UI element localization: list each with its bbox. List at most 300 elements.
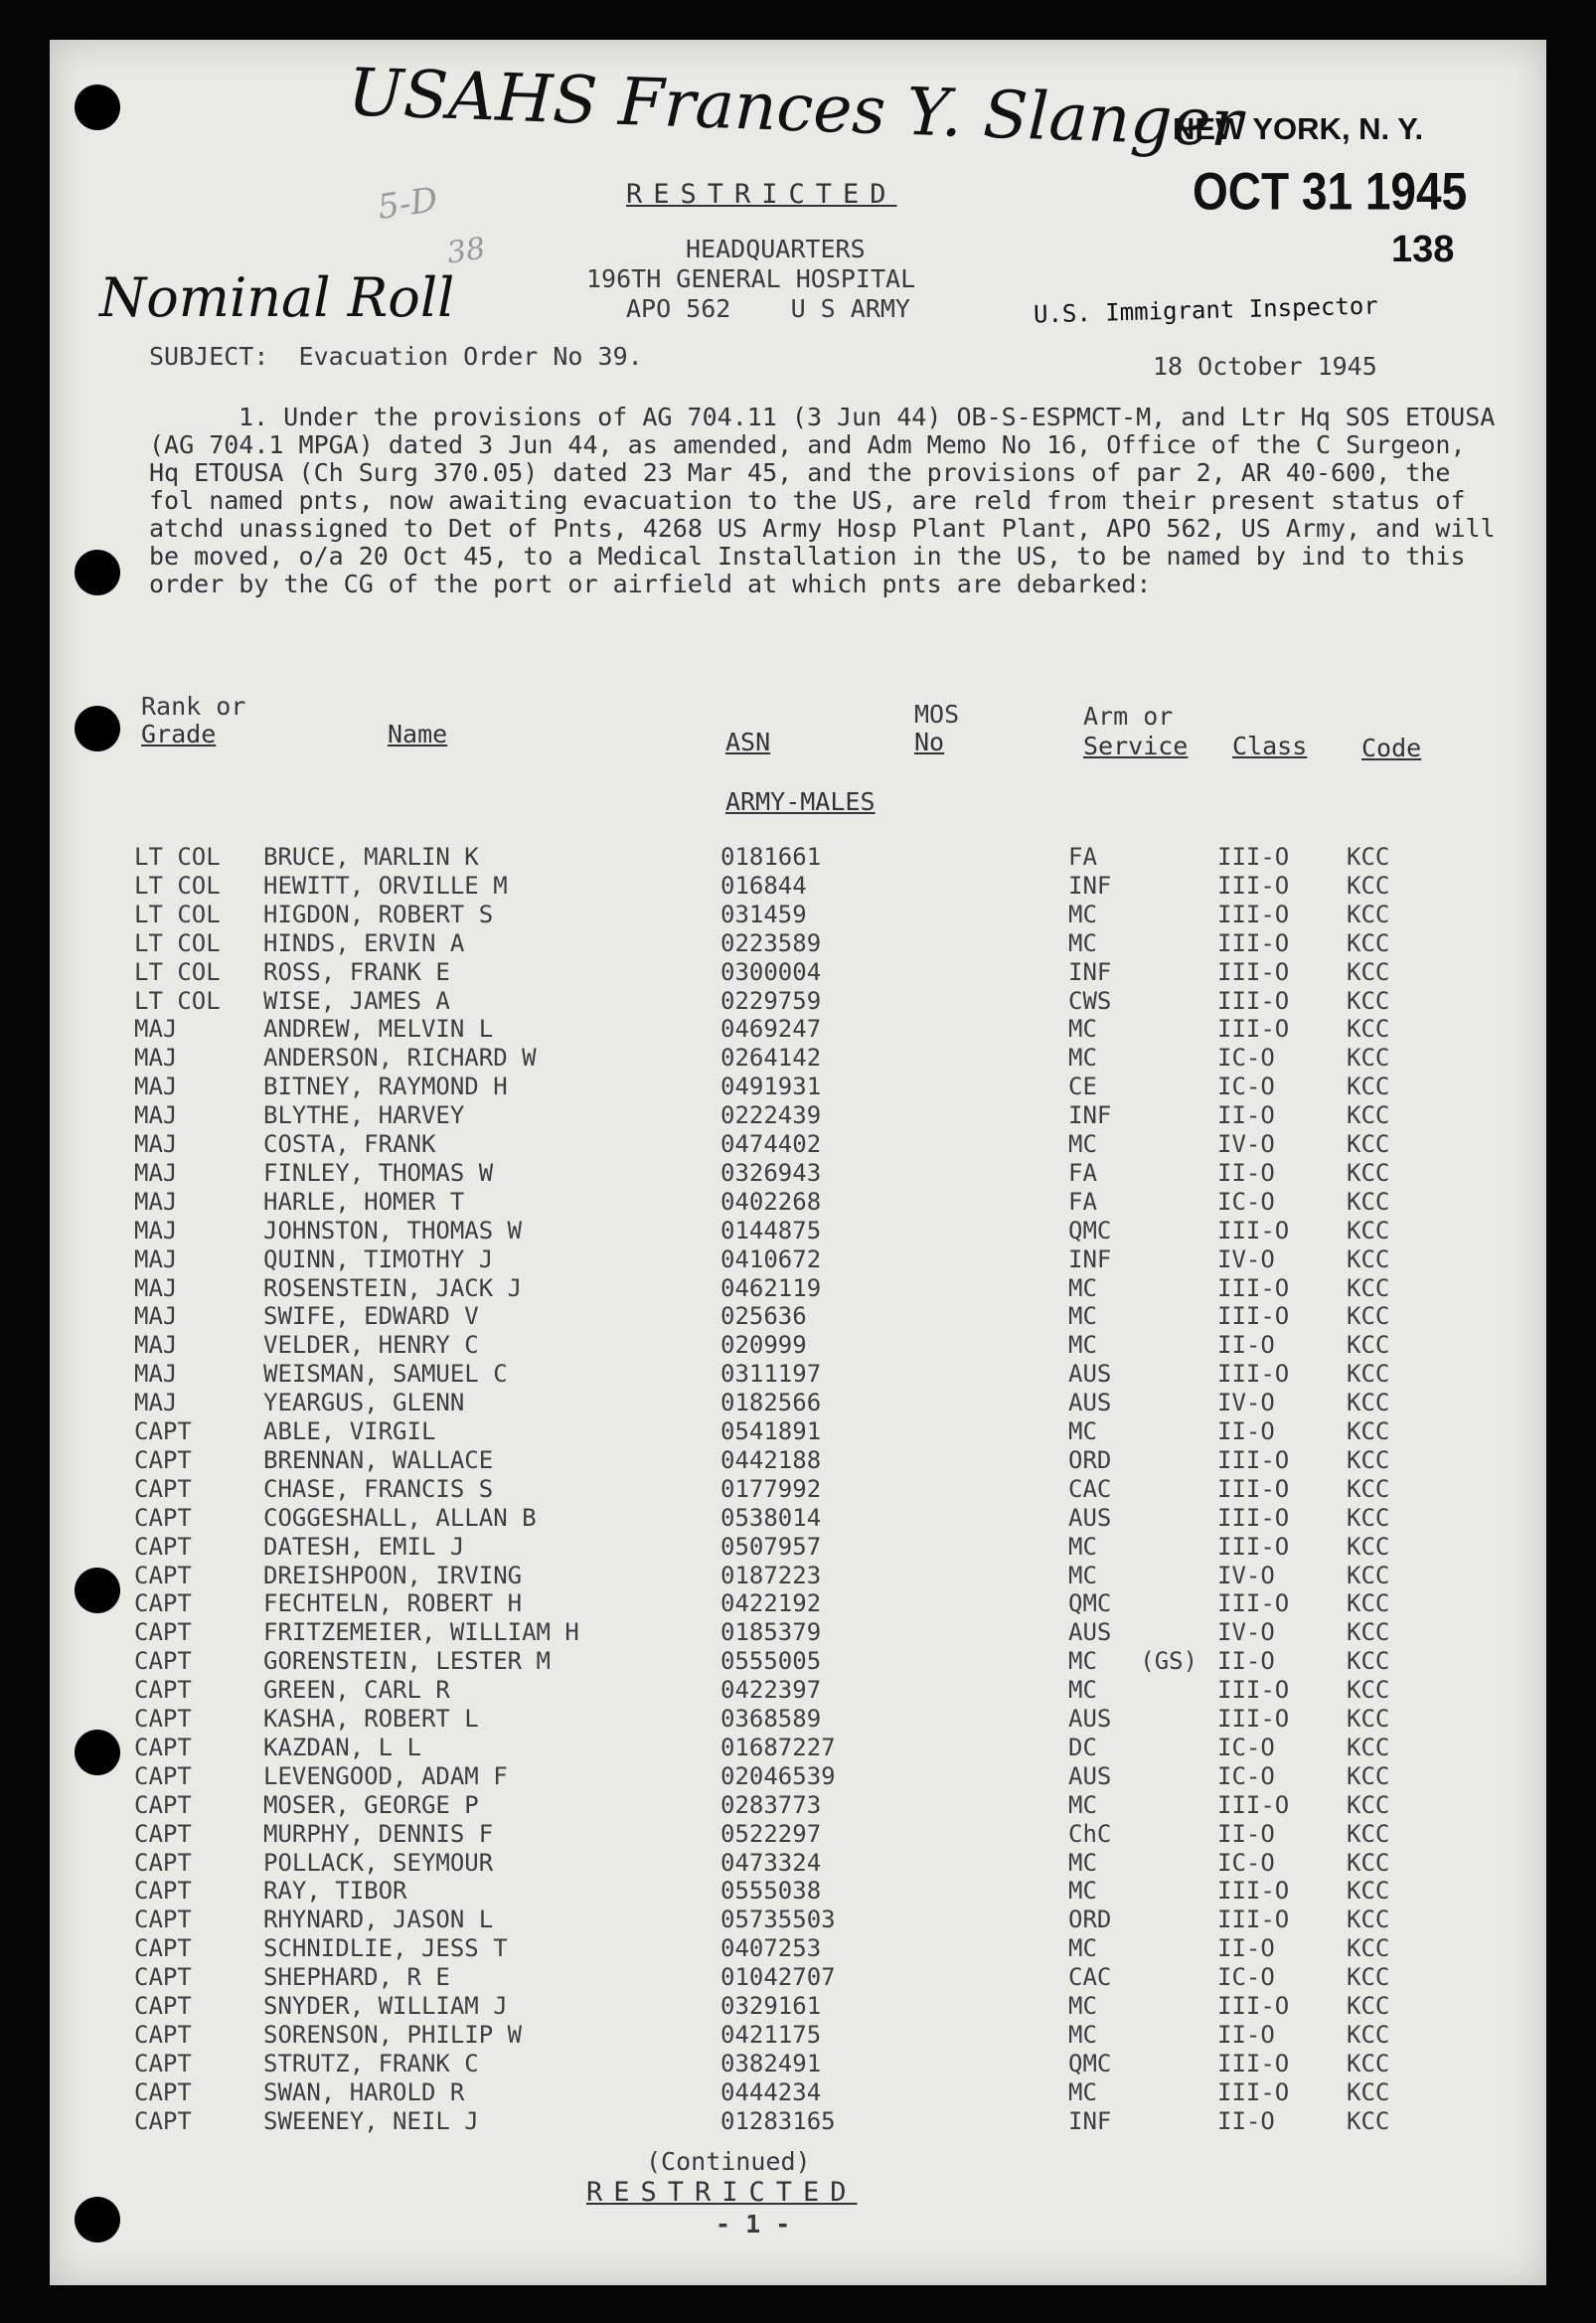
class-cell: III-O	[1217, 871, 1290, 900]
arm-cell: MC	[1068, 1877, 1097, 1906]
rank-cell: CAPT	[134, 1877, 192, 1906]
class-cell: III-O	[1217, 2077, 1290, 2106]
arm-cell: MC	[1068, 1044, 1097, 1073]
stamp-inspector: U.S. Immigrant Inspector	[1033, 291, 1379, 329]
class-cell: IV-O	[1217, 1244, 1275, 1273]
arm-cell: AUS	[1068, 1389, 1112, 1417]
rank-cell: LT COL	[134, 843, 221, 871]
rank-cell: CAPT	[134, 1992, 192, 2020]
margin-note: 5-D	[375, 179, 440, 229]
asn-cell: 01042707	[720, 1963, 836, 1992]
rank-cell: CAPT	[134, 1474, 192, 1503]
asn-cell: 0300004	[720, 957, 822, 986]
table-row	[134, 1791, 1525, 1820]
asn-cell: 01687227	[720, 1733, 836, 1761]
table-row	[134, 1963, 1525, 1992]
class-cell: III-O	[1217, 1503, 1290, 1532]
arm-cell: MC	[1068, 928, 1097, 957]
code-cell: KCC	[1347, 1761, 1390, 1790]
table-row	[134, 1188, 1525, 1217]
name-cell: DATESH, EMIL J	[263, 1532, 465, 1561]
table-row	[134, 1647, 1525, 1676]
margin-note: 38	[444, 231, 488, 271]
asn-cell: 0469247	[720, 1015, 822, 1044]
rank-cell: CAPT	[134, 1445, 192, 1474]
class-cell: IV-O	[1217, 1389, 1275, 1417]
code-cell: KCC	[1347, 1503, 1390, 1532]
table-row	[134, 1245, 1525, 1274]
rank-cell: CAPT	[134, 1963, 192, 1992]
code-cell: KCC	[1347, 928, 1390, 957]
arm-cell: FA	[1068, 843, 1097, 871]
rank-cell: LT COL	[134, 986, 221, 1015]
class-cell: III-O	[1217, 1015, 1290, 1044]
table-row	[134, 1331, 1525, 1360]
class-cell: II-O	[1217, 1819, 1275, 1848]
asn-cell: 0474402	[720, 1130, 822, 1158]
class-cell: III-O	[1217, 1474, 1290, 1503]
asn-cell: 0407253	[720, 1934, 822, 1963]
class-cell: II-O	[1217, 1158, 1275, 1187]
arm-cell: MC	[1068, 1417, 1097, 1445]
col-arm-1: Arm or	[1083, 702, 1174, 731]
arm-cell: CAC	[1068, 1474, 1112, 1503]
asn-cell: 0555005	[720, 1647, 822, 1676]
asn-cell: 0187223	[720, 1561, 822, 1589]
name-cell: STRUTZ, FRANK C	[263, 2049, 479, 2077]
table-row	[134, 1015, 1525, 1044]
code-cell: KCC	[1347, 1158, 1390, 1187]
asn-cell: 0462119	[720, 1273, 822, 1302]
table-row	[134, 1073, 1525, 1101]
code-cell: KCC	[1347, 1273, 1390, 1302]
col-mos-2: No	[914, 728, 945, 756]
code-cell: KCC	[1347, 1101, 1390, 1130]
col-asn: ASN	[725, 728, 771, 756]
arm-cell: ORD	[1068, 1445, 1112, 1474]
rank-cell: CAPT	[134, 1733, 192, 1761]
asn-cell: 0181661	[720, 843, 822, 871]
name-cell: SWEENEY, NEIL J	[263, 2106, 479, 2135]
col-mos-1: MOS	[914, 700, 960, 729]
class-cell: III-O	[1217, 1360, 1290, 1389]
table-row	[134, 1734, 1525, 1762]
asn-cell: 05735503	[720, 1906, 836, 1934]
arm-cell: AUS	[1068, 1761, 1112, 1790]
rank-cell: CAPT	[134, 1589, 192, 1618]
arm-cell: MC	[1068, 2020, 1097, 2049]
name-cell: CHASE, FRANCIS S	[263, 1474, 494, 1503]
arm-cell: MC	[1068, 1934, 1097, 1963]
table-row	[134, 1417, 1525, 1446]
arm-cell: INF	[1068, 871, 1112, 900]
asn-cell: 0229759	[720, 986, 822, 1015]
class-cell: III-O	[1217, 1532, 1290, 1561]
arm-cell: MC	[1068, 1848, 1097, 1877]
asn-cell: 0421175	[720, 2020, 822, 2049]
name-cell: SORENSON, PHILIP W	[263, 2020, 523, 2049]
arm-cell: ChC	[1068, 1819, 1112, 1848]
table-row	[134, 843, 1525, 872]
name-cell: FRITZEMEIER, WILLIAM H	[263, 1618, 579, 1647]
arm-cell: MC	[1068, 1273, 1097, 1302]
rank-cell: MAJ	[134, 1158, 178, 1187]
asn-cell: 0410672	[720, 1244, 822, 1273]
code-cell: KCC	[1347, 1532, 1390, 1561]
col-class: Class	[1232, 732, 1308, 760]
rank-cell: CAPT	[134, 1790, 192, 1819]
stamp-city: NEW YORK, N. Y.	[1173, 111, 1424, 146]
rank-cell: CAPT	[134, 1532, 192, 1561]
handwritten-roll: Nominal Roll	[99, 266, 455, 329]
class-cell: III-O	[1217, 957, 1290, 986]
code-cell: KCC	[1347, 1877, 1390, 1906]
rank-cell: CAPT	[134, 1647, 192, 1676]
section-title: ARMY-MALES	[725, 787, 876, 816]
col-arm-2: Service	[1083, 732, 1189, 760]
name-cell: SWAN, HAROLD R	[263, 2077, 465, 2106]
table-row	[134, 1044, 1525, 1073]
arm-cell: ORD	[1068, 1906, 1112, 1934]
code-cell: KCC	[1347, 1676, 1390, 1705]
asn-cell: 0522297	[720, 1819, 822, 1848]
code-cell: KCC	[1347, 1733, 1390, 1761]
name-cell: RHYNARD, JASON L	[263, 1906, 494, 1934]
arm-cell: INF	[1068, 1101, 1112, 1130]
rank-cell: CAPT	[134, 2020, 192, 2049]
code-cell: KCC	[1347, 1389, 1390, 1417]
class-cell: III-O	[1217, 986, 1290, 1015]
class-cell: II-O	[1217, 2106, 1275, 2135]
asn-cell: 031459	[720, 900, 807, 928]
class-cell: III-O	[1217, 1877, 1290, 1906]
class-cell: III-O	[1217, 1273, 1290, 1302]
code-cell: KCC	[1347, 1331, 1390, 1360]
table-row	[134, 1302, 1525, 1331]
asn-cell: 0223589	[720, 928, 822, 957]
code-cell: KCC	[1347, 1705, 1390, 1733]
arm-cell: MC	[1068, 900, 1097, 928]
class-cell: III-O	[1217, 1216, 1290, 1244]
rank-cell: CAPT	[134, 1417, 192, 1445]
name-cell: ROSENSTEIN, JACK J	[263, 1273, 523, 1302]
table-row	[134, 1562, 1525, 1590]
arm-cell: MC	[1068, 1130, 1097, 1158]
arm-cell: AUS	[1068, 1503, 1112, 1532]
table-row	[134, 1130, 1525, 1159]
rank-cell: LT COL	[134, 900, 221, 928]
table-row	[134, 1159, 1525, 1188]
class-cell: II-O	[1217, 1934, 1275, 1963]
name-cell: ANDERSON, RICHARD W	[263, 1044, 537, 1073]
code-cell: KCC	[1347, 1934, 1390, 1963]
code-cell: KCC	[1347, 843, 1390, 871]
arm-cell: MC	[1068, 1790, 1097, 1819]
rank-cell: CAPT	[134, 1761, 192, 1790]
table-row	[134, 1360, 1525, 1389]
handwritten-title: USAHS Frances Y. Slanger	[346, 54, 1244, 162]
rank-cell: CAPT	[134, 1503, 192, 1532]
name-cell: ANDREW, MELVIN L	[263, 1015, 494, 1044]
code-cell: KCC	[1347, 1244, 1390, 1273]
arm-cell: CE	[1068, 1073, 1097, 1101]
name-cell: BITNEY, RAYMOND H	[263, 1073, 508, 1101]
code-cell: KCC	[1347, 1417, 1390, 1445]
table-row	[134, 1906, 1525, 1934]
code-cell: KCC	[1347, 1848, 1390, 1877]
rank-cell: LT COL	[134, 928, 221, 957]
asn-cell: 02046539	[720, 1761, 836, 1790]
asn-cell: 0402268	[720, 1187, 822, 1216]
arm-cell: INF	[1068, 1244, 1112, 1273]
arm-cell: MC (GS)	[1068, 1647, 1198, 1676]
name-cell: SWIFE, EDWARD V	[263, 1302, 479, 1331]
name-cell: COSTA, FRANK	[263, 1130, 436, 1158]
table-row	[134, 1589, 1525, 1618]
table-row	[134, 1676, 1525, 1705]
arm-cell: MC	[1068, 2077, 1097, 2106]
name-cell: ABLE, VIRGIL	[263, 1417, 436, 1445]
name-cell: KASHA, ROBERT L	[263, 1705, 479, 1733]
name-cell: HARLE, HOMER T	[263, 1187, 465, 1216]
rank-cell: MAJ	[134, 1044, 178, 1073]
rank-cell: CAPT	[134, 1676, 192, 1705]
code-cell: KCC	[1347, 1187, 1390, 1216]
asn-cell: 01283165	[720, 2106, 836, 2135]
arm-cell: AUS	[1068, 1618, 1112, 1647]
asn-cell: 0541891	[720, 1417, 822, 1445]
asn-cell: 0222439	[720, 1101, 822, 1130]
order-date: 18 October 1945	[1153, 352, 1377, 381]
class-cell: IC-O	[1217, 1073, 1275, 1101]
arm-cell: MC	[1068, 1676, 1097, 1705]
code-cell: KCC	[1347, 2106, 1390, 2135]
arm-cell: CWS	[1068, 986, 1112, 1015]
table-row	[134, 1101, 1525, 1130]
arm-cell: MC	[1068, 1015, 1097, 1044]
rank-cell: MAJ	[134, 1216, 178, 1244]
name-cell: HIGDON, ROBERT S	[263, 900, 494, 928]
table-row	[134, 2050, 1525, 2078]
table-row	[134, 1446, 1525, 1475]
header-line-1: HEADQUARTERS	[686, 235, 866, 263]
code-cell: KCC	[1347, 1819, 1390, 1848]
name-cell: QUINN, TIMOTHY J	[263, 1244, 494, 1273]
name-cell: SCHNIDLIE, JESS T	[263, 1934, 508, 1963]
rank-cell: CAPT	[134, 1618, 192, 1647]
table-row	[134, 1274, 1525, 1303]
asn-cell: 020999	[720, 1331, 807, 1360]
punch-hole	[75, 2197, 120, 2242]
arm-cell: INF	[1068, 2106, 1112, 2135]
code-cell: KCC	[1347, 2020, 1390, 2049]
name-cell: GORENSTEIN, LESTER M	[263, 1647, 551, 1676]
asn-cell: 0507957	[720, 1532, 822, 1561]
table-row	[134, 1533, 1525, 1562]
name-cell: LEVENGOOD, ADAM F	[263, 1761, 508, 1790]
subject-line: SUBJECT: Evacuation Order No 39.	[149, 342, 643, 371]
rank-cell: CAPT	[134, 1819, 192, 1848]
code-cell: KCC	[1347, 2049, 1390, 2077]
code-cell: KCC	[1347, 986, 1390, 1015]
asn-cell: 016844	[720, 871, 807, 900]
table-row	[134, 958, 1525, 987]
class-cell: III-O	[1217, 843, 1290, 871]
rank-cell: MAJ	[134, 1331, 178, 1360]
rank-cell: MAJ	[134, 1360, 178, 1389]
asn-cell: 0473324	[720, 1848, 822, 1877]
name-cell: ROSS, FRANK E	[263, 957, 450, 986]
asn-cell: 0185379	[720, 1618, 822, 1647]
table-row	[134, 1762, 1525, 1791]
name-cell: GREEN, CARL R	[263, 1676, 450, 1705]
table-row	[134, 1475, 1525, 1504]
stamp-date: OCT 31 1945	[1193, 161, 1468, 221]
code-cell: KCC	[1347, 1647, 1390, 1676]
rank-cell: LT COL	[134, 957, 221, 986]
class-cell: IC-O	[1217, 1733, 1275, 1761]
punch-hole	[75, 1568, 120, 1613]
classification-footer: RESTRICTED	[586, 2177, 858, 2208]
class-cell: IV-O	[1217, 1561, 1275, 1589]
class-cell: III-O	[1217, 928, 1290, 957]
name-cell: KAZDAN, L L	[263, 1733, 421, 1761]
asn-cell: 0538014	[720, 1503, 822, 1532]
name-cell: SHEPHARD, R E	[263, 1963, 450, 1992]
name-cell: HINDS, ERVIN A	[263, 928, 465, 957]
rank-cell: CAPT	[134, 2077, 192, 2106]
arm-cell: FA	[1068, 1158, 1097, 1187]
asn-cell: 0444234	[720, 2077, 822, 2106]
name-cell: FINLEY, THOMAS W	[263, 1158, 494, 1187]
class-cell: III-O	[1217, 1790, 1290, 1819]
name-cell: MOSER, GEORGE P	[263, 1790, 479, 1819]
name-cell: DREISHPOON, IRVING	[263, 1561, 523, 1589]
table-row	[134, 1849, 1525, 1878]
arm-cell: FA	[1068, 1187, 1097, 1216]
arm-cell: MC	[1068, 1992, 1097, 2020]
rank-cell: CAPT	[134, 1848, 192, 1877]
name-cell: JOHNSTON, THOMAS W	[263, 1216, 523, 1244]
name-cell: WISE, JAMES A	[263, 986, 450, 1015]
rank-cell: MAJ	[134, 1273, 178, 1302]
rank-cell: MAJ	[134, 1244, 178, 1273]
asn-cell: 025636	[720, 1302, 807, 1331]
name-cell: BLYTHE, HARVEY	[263, 1101, 465, 1130]
code-cell: KCC	[1347, 957, 1390, 986]
asn-cell: 0422397	[720, 1676, 822, 1705]
class-cell: III-O	[1217, 1302, 1290, 1331]
header-line-3: APO 562 U S ARMY	[626, 294, 910, 323]
class-cell: III-O	[1217, 1906, 1290, 1934]
document-page	[50, 40, 1546, 2285]
punch-hole	[75, 706, 120, 751]
table-row	[134, 1504, 1525, 1533]
class-cell: II-O	[1217, 1101, 1275, 1130]
rank-cell: LT COL	[134, 871, 221, 900]
page-number: - 1 -	[716, 2210, 791, 2239]
class-cell: II-O	[1217, 1647, 1275, 1676]
rank-cell: CAPT	[134, 1934, 192, 1963]
rank-cell: CAPT	[134, 2049, 192, 2077]
col-code: Code	[1361, 734, 1422, 762]
name-cell: COGGESHALL, ALLAN B	[263, 1503, 537, 1532]
name-cell: VELDER, HENRY C	[263, 1331, 479, 1360]
rank-cell: MAJ	[134, 1015, 178, 1044]
code-cell: KCC	[1347, 1561, 1390, 1589]
col-name: Name	[388, 720, 448, 748]
class-cell: III-O	[1217, 1676, 1290, 1705]
class-cell: III-O	[1217, 1705, 1290, 1733]
class-cell: II-O	[1217, 1417, 1275, 1445]
arm-cell: AUS	[1068, 1360, 1112, 1389]
code-cell: KCC	[1347, 1216, 1390, 1244]
col-rank-1: Rank or	[141, 692, 246, 721]
rank-cell: MAJ	[134, 1101, 178, 1130]
rank-cell: CAPT	[134, 2106, 192, 2135]
table-row	[134, 929, 1525, 958]
arm-cell: CAC	[1068, 1963, 1112, 1992]
class-cell: IC-O	[1217, 1848, 1275, 1877]
table-row	[134, 901, 1525, 929]
class-cell: III-O	[1217, 1992, 1290, 2020]
name-cell: MURPHY, DENNIS F	[263, 1819, 494, 1848]
class-cell: II-O	[1217, 1331, 1275, 1360]
table-row	[134, 1217, 1525, 1245]
class-cell: III-O	[1217, 2049, 1290, 2077]
class-cell: III-O	[1217, 1445, 1290, 1474]
table-row	[134, 987, 1525, 1016]
continued-note: (Continued)	[646, 2147, 811, 2176]
code-cell: KCC	[1347, 2077, 1390, 2106]
arm-cell: INF	[1068, 957, 1112, 986]
arm-cell: MC	[1068, 1331, 1097, 1360]
code-cell: KCC	[1347, 1130, 1390, 1158]
rank-cell: MAJ	[134, 1187, 178, 1216]
code-cell: KCC	[1347, 871, 1390, 900]
name-cell: BRUCE, MARLIN K	[263, 843, 479, 871]
asn-cell: 0264142	[720, 1044, 822, 1073]
table-row	[134, 2107, 1525, 2136]
name-cell: HEWITT, ORVILLE M	[263, 871, 508, 900]
class-cell: III-O	[1217, 1589, 1290, 1618]
punch-hole	[75, 550, 120, 595]
class-cell: IC-O	[1217, 1963, 1275, 1992]
asn-cell: 0283773	[720, 1790, 822, 1819]
asn-cell: 0382491	[720, 2049, 822, 2077]
class-cell: III-O	[1217, 900, 1290, 928]
arm-cell: QMC	[1068, 1589, 1112, 1618]
name-cell: BRENNAN, WALLACE	[263, 1445, 494, 1474]
table-row	[134, 1618, 1525, 1647]
asn-cell: 0422192	[720, 1589, 822, 1618]
rank-cell: CAPT	[134, 1705, 192, 1733]
name-cell: YEARGUS, GLENN	[263, 1389, 465, 1417]
punch-hole	[75, 84, 120, 130]
code-cell: KCC	[1347, 1015, 1390, 1044]
arm-cell: MC	[1068, 1302, 1097, 1331]
rank-cell: MAJ	[134, 1389, 178, 1417]
code-cell: KCC	[1347, 1360, 1390, 1389]
asn-cell: 0326943	[720, 1158, 822, 1187]
arm-cell: QMC	[1068, 2049, 1112, 2077]
rank-cell: MAJ	[134, 1073, 178, 1101]
arm-cell: MC	[1068, 1532, 1097, 1561]
asn-cell: 0368589	[720, 1705, 822, 1733]
table-row	[134, 2021, 1525, 2050]
stamp-number: 138	[1391, 229, 1455, 270]
arm-cell: AUS	[1068, 1705, 1112, 1733]
